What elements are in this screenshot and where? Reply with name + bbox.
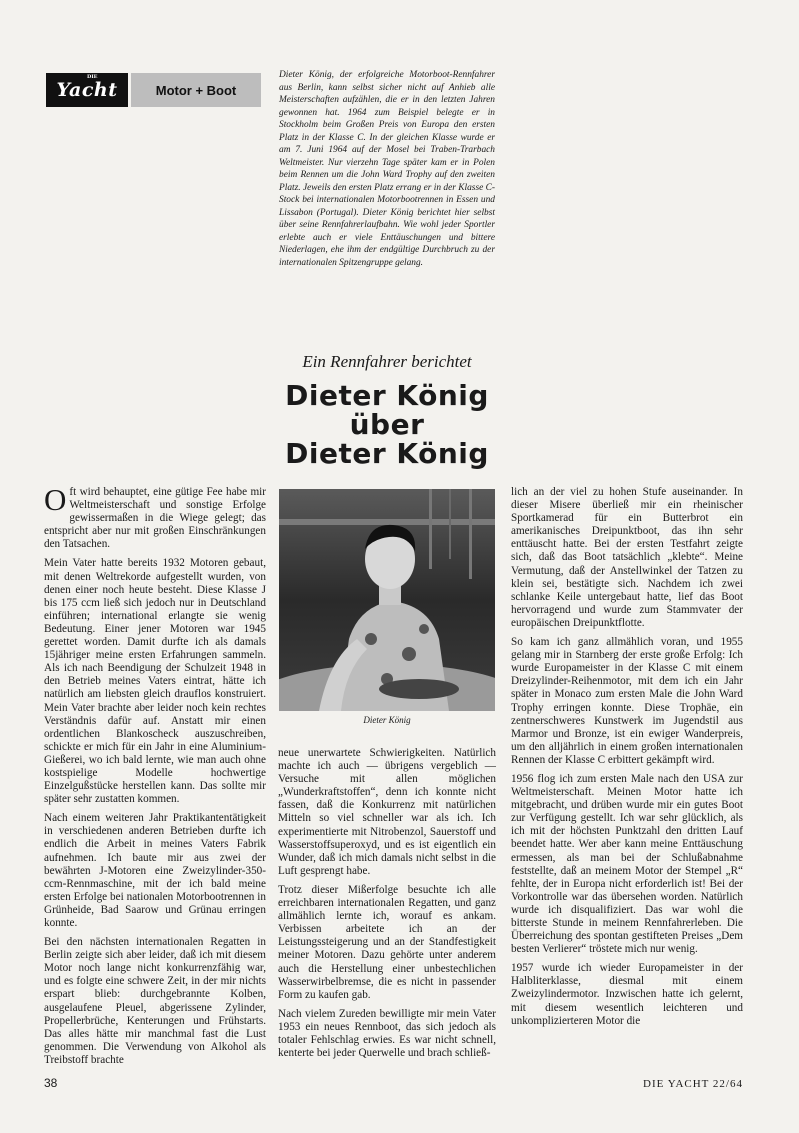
logo-main-text: Yacht — [56, 79, 118, 101]
paragraph: lich an der viel zu hohen Stufe auseinander. In dieser Misere überließ mir ein rheinischer Sportkamerad für ein Butterbrot ein amerikanisches Dreipunktboot, das ihn sehr enttäuscht hatte. Bei der ersten Testfahrt zeigte sich, daß das Boot tatsächlich „klebte“. Meine Vermutung, daß der Anstellwinkel der Tatzen zu klein sei, bestätigte sich. Nachdem ich zwei schlanke Keile untergebaut hatte, lief das Boot hervorragend und wurde zum Stammvater der europäischen Dreipunktflotte. — [511, 486, 743, 629]
intro-text: Dieter König, der erfolgreiche Motorboot-Rennfahrer aus Berlin, kann selbst sicher nicht auf Anhieb alle Meisterschaften aufzählen, die er in den letzten Jahren gewonnen hat. 1964 zum Beispiel belegte er in Stockholm beim Großen Preis von Europa den ersten Platz in der Klasse C. In der gleichen Klasse wurde er am 7. Juni 1964 auf der Mosel bei Traben-Trarbach Weltmeister. Nur vierzehn Tage später kam er in Polen beim Rennen um die John Ward Trophy auf den zweiten Platz. Jeweils den ersten Platz errang er in der Klasse C-Stock bei internationalen Motorbootrennen in Essen und Lissabon (Portugal). Dieter König berichtet hier selbst über seine Rennfahrerlaufbahn. Wie wohl jeder Sportler erlebte auch er viele Enttäuschungen und bittere Niederlagen, ehe ihm der endgültige Durchbruch zu der internationalen Spitzengruppe gelang. — [279, 70, 495, 268]
page-number: 38 — [44, 1076, 58, 1090]
kicker: Ein Rennfahrer berichtet — [302, 352, 472, 371]
paragraph: Nach einem weiteren Jahr Praktikantentätigkeit in verschiedenen anderen Betrieben durfte ich endlich die Arbeit in meines Vaters Fabrik aufnehmen. Ich baute mir aus zwei der bewährten J-Motoren eine Zweizylinder-350-ccm-Rennmaschine, mit der ich bald meine ersten Erfolge bei nationalen Motorbootrennen in Grünheide, Bad Saarow und Grünau erringen konnte. — [44, 812, 266, 929]
section-label: Motor + Boot — [131, 73, 261, 107]
headline-line-1: Dieter König — [285, 379, 489, 412]
paragraph: neue unerwartete Schwierigkeiten. Natürlich machte ich auch — übrigens vergeblich — Versuche mit allen möglichen „Wunderkraftstoffen“, denn ich konnte nicht fassen, daß die Konkurrenz mit natürlichen Mitteln so viel schneller war als ich. Ich experimentierte mit Nitrobenzol, Sauerstoff und Wasserstoffsuperoxyd, und es ist eigentlich ein Wunder, daß ich mich damals nicht selbst in die Luft gesprengt habe. — [278, 747, 496, 877]
paragraph: 1957 wurde ich wieder Europameister in der Halbliterklasse, diesmal mit einem Zweizylindermotor. Inzwischen hatte ich gelernt, mit diesem wesentlich leichteren und unkomplizierteren Motor die — [511, 962, 743, 1027]
paragraph-text: ft wird behauptet, eine gütige Fee habe mir Weltmeisterschaft und sonstige Erfolge gewissermaßen in die Wiege gelegt; das entspricht aber nur mit großen Einschränkungen den Tatsachen. — [44, 486, 266, 551]
headline-line-3: Dieter König — [285, 437, 489, 470]
paragraph: Trotz dieser Mißerfolge besuchte ich alle erreichbaren internationalen Regatten, und ganz allmählich lernte ich, worauf es ankam. Verbissen arbeitete ich an der Leistungssteigerung und an der Standfestigkeit meiner Motoren. Dazu gehörte unter anderem auch die Herstellung einer unbestechlichen Wasserwirbelbremse, die es nicht in passender Form zu kaufen gab. — [278, 883, 496, 1001]
paragraph: Nach vielem Zureden bewilligte mir mein Vater 1953 ein neues Rennboot, das sich jedoch als totaler Fehlschlag erwies. Es war nicht schnell, kenterte bei jeder Querwelle und brach schließ- — [278, 1007, 496, 1060]
headline-line-2: über — [349, 408, 425, 441]
column-2 — [278, 747, 496, 1066]
portrait-photo — [279, 489, 495, 711]
column-3 — [511, 486, 743, 1034]
paragraph: Bei den nächsten internationalen Regatten in Berlin zeigte sich aber leider, daß ich mit diesem Motor noch lange nicht konkurrenzfähig war, und es folgte eine schwere Zeit, in der mir nichts erspart blieb: durchgebrannte Kolben, ausgelaufene Pleuel, abgerissene Zylinder, Propellerbrüche, Kenterungen und Frühstarts. Das alles hätte mir manchmal fast die Lust genommen. Die Verwendung von Alkohol als Treibstoff brachte — [44, 936, 266, 1066]
paragraph: So kam ich ganz allmählich voran, und 1955 gelang mir in Starnberg der erste große Erfolg: Ich wurde Europameister in der Klasse C mit einem Dreizylinder-Reihenmotor, mit dem ich ein Jahr später in Monaco zum ersten Male die John Ward Trophy erringen konnte. Diese Trophäe, ein zentnerschweres Kunstwerk im Jugendstil aus Marmor und Bronze, ist ein ewiger Wanderpreis, um den alljährlich in einem großen internationalen Rennen der Klasse C erbittert gekämpft wird. — [511, 636, 743, 766]
headline — [279, 381, 495, 468]
magazine-logo — [46, 73, 128, 107]
paragraph: Mein Vater hatte bereits 1932 Motoren gebaut, mit denen Weltrekorde aufgestellt wurden, von denen einer noch heute besteht. Diese Klasse J bis 175 ccm ließ sich jedoch nur in Deutschland einführen; international erlangte sie wenig Bedeutung. Einer jener Motoren war 1945 gerettet worden. Damit durfte ich als damals 15jähriger meine ersten Erfahrungen sammeln. Als ich nach Beendigung der Schulzeit 1948 in den Betrieb meines Vaters eintrat, hätte ich natürlich am liebsten gleich drauflos konstruiert. Mein Vater brachte aber leider noch kein rechtes Verständnis dafür auf. Anstatt mir einen ordentlichen Blankoscheck auszuschreiben, schickte er mich für ein Jahr in eine Aluminium-Gießerei, wo ich bald lernte, wie man auch ohne kostspielige Modelle hochwertige Einzelgußstücke herstellen kann. Das sollte mir später sehr zustatten kommen. — [44, 557, 266, 806]
column-1 — [44, 482, 266, 1073]
photo-caption: Dieter König — [363, 715, 411, 725]
paragraph: 1956 flog ich zum ersten Male nach den USA zur Weltmeisterschaft. Meinen Motor hatte ich mitgebracht, und drüben wurde mir ein gutes Boot zur Verfügung gestellt. Ich war sehr glücklich, als ich mit der höchsten Punktzahl den dritten Lauf beendet hatte. Wer aber kann meine Enttäuschung ermessen, als man bei der Schlußabnahme feststellte, daß an meinem Motor der Stempel „R“ fehlte, der in Europa nicht erforderlich ist! Bei der Vorkontrolle war das übersehen worden. Natürlich wurde ich disqualifiziert. Das war wohl die bitterste Stunde in meinem Rennfahrerleben. Die Überreichung des spontan gestifteten Preises „Dem besten Verlierer“ tröstete mich nur wenig. — [511, 772, 743, 956]
issue-footer: DIE YACHT 22/64 — [643, 1078, 743, 1090]
paragraph — [44, 482, 266, 551]
portrait-photo-drawing — [279, 489, 495, 711]
drop-cap: O — [44, 482, 67, 517]
logo-small-text: DIE — [87, 74, 98, 80]
